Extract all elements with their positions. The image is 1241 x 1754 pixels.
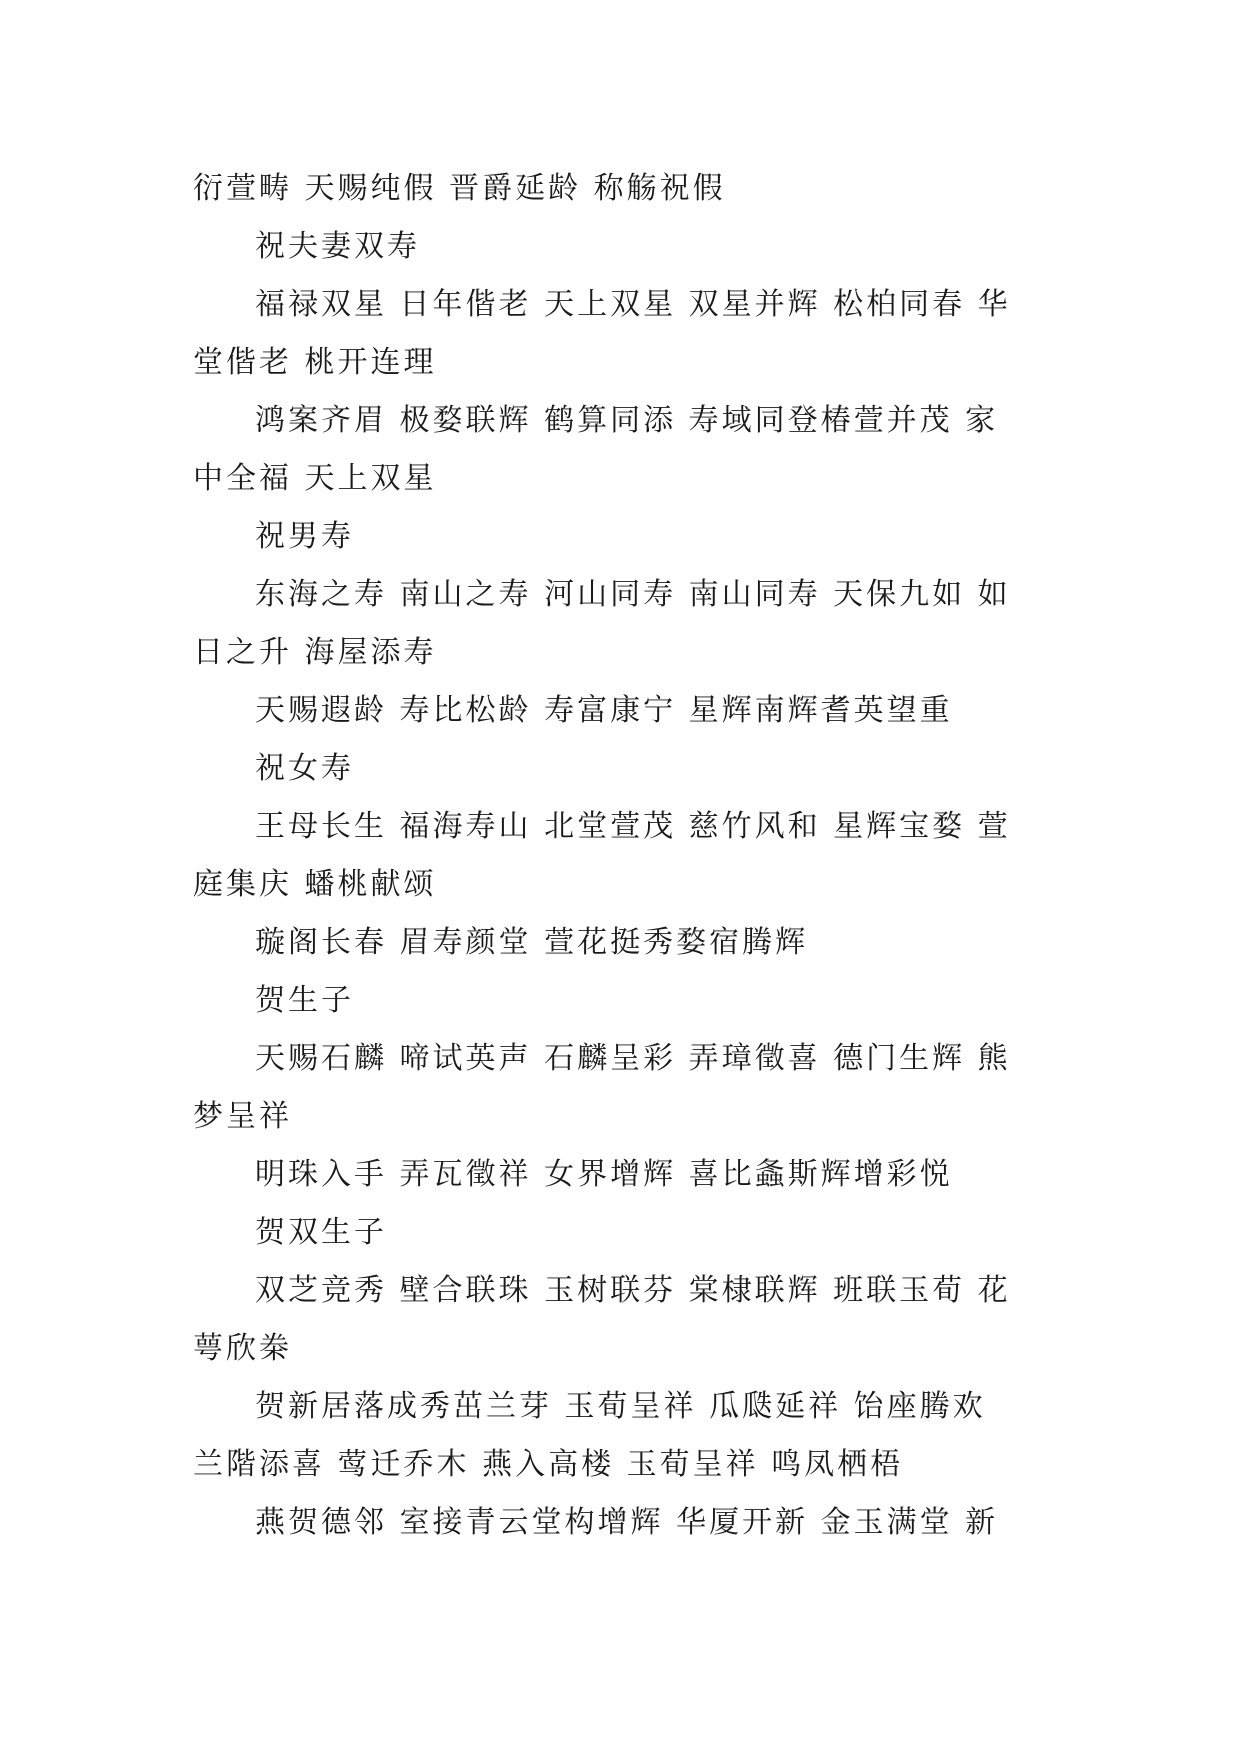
section-heading: 祝夫妻双寿 [255,229,420,264]
text-line: 天赐石麟 啼试英声 石麟呈彩 弄璋徵喜 德门生辉 熊 [255,1041,1011,1076]
text-line: 王母长生 福海寿山 北堂萱茂 慈竹风和 星辉宝婺 萱 [255,809,1011,844]
text-line: 天赐遐龄 寿比松龄 寿富康宁 星辉南辉耆英望重 [255,693,953,728]
section-heading: 贺生子 [255,983,354,1018]
text-line: 中全福 天上双星 [193,461,437,496]
text-line: 明珠入手 弄瓦徵祥 女界增辉 喜比螽斯辉增彩悦 [255,1157,953,1192]
section-heading: 祝女寿 [255,751,354,786]
text-line: 庭集庆 蟠桃献颂 [193,867,437,902]
text-line: 贺新居落成秀茁兰芽 玉荀呈祥 瓜瓞延祥 饴座腾欢 [255,1389,986,1424]
text-line: 堂偕老 桃开连理 [193,345,437,380]
text-line: 东海之寿 南山之寿 河山同寿 南山同寿 天保九如 如 [255,577,1011,612]
text-line: 日之升 海屋添寿 [193,635,437,670]
text-line: 衍萱畴 天赐纯假 晋爵延龄 称觞祝假 [193,171,726,206]
text-line: 双芝竞秀 壁合联珠 玉树联芬 棠棣联辉 班联玉荀 花 [255,1273,1011,1308]
text-line: 兰階添喜 莺迁乔木 燕入高楼 玉荀呈祥 鸣凤栖梧 [193,1447,904,1482]
document-body [193,160,1073,1552]
text-line: 燕贺德邻 室接青云堂构增辉 华厦开新 金玉满堂 新 [255,1505,999,1540]
text-line: 璇阁长春 眉寿颜堂 萱花挺秀婺宿腾辉 [255,925,809,960]
text-line: 萼欣桊 [193,1331,292,1366]
section-heading: 祝男寿 [255,519,354,554]
text-line: 福禄双星 日年偕老 天上双星 双星并辉 松柏同春 华 [255,287,1011,322]
text-line: 梦呈祥 [193,1099,292,1134]
section-heading: 贺双生子 [255,1215,387,1250]
text-line: 鸿案齐眉 极婺联辉 鹤算同添 寿域同登椿萱并茂 家 [255,403,999,438]
